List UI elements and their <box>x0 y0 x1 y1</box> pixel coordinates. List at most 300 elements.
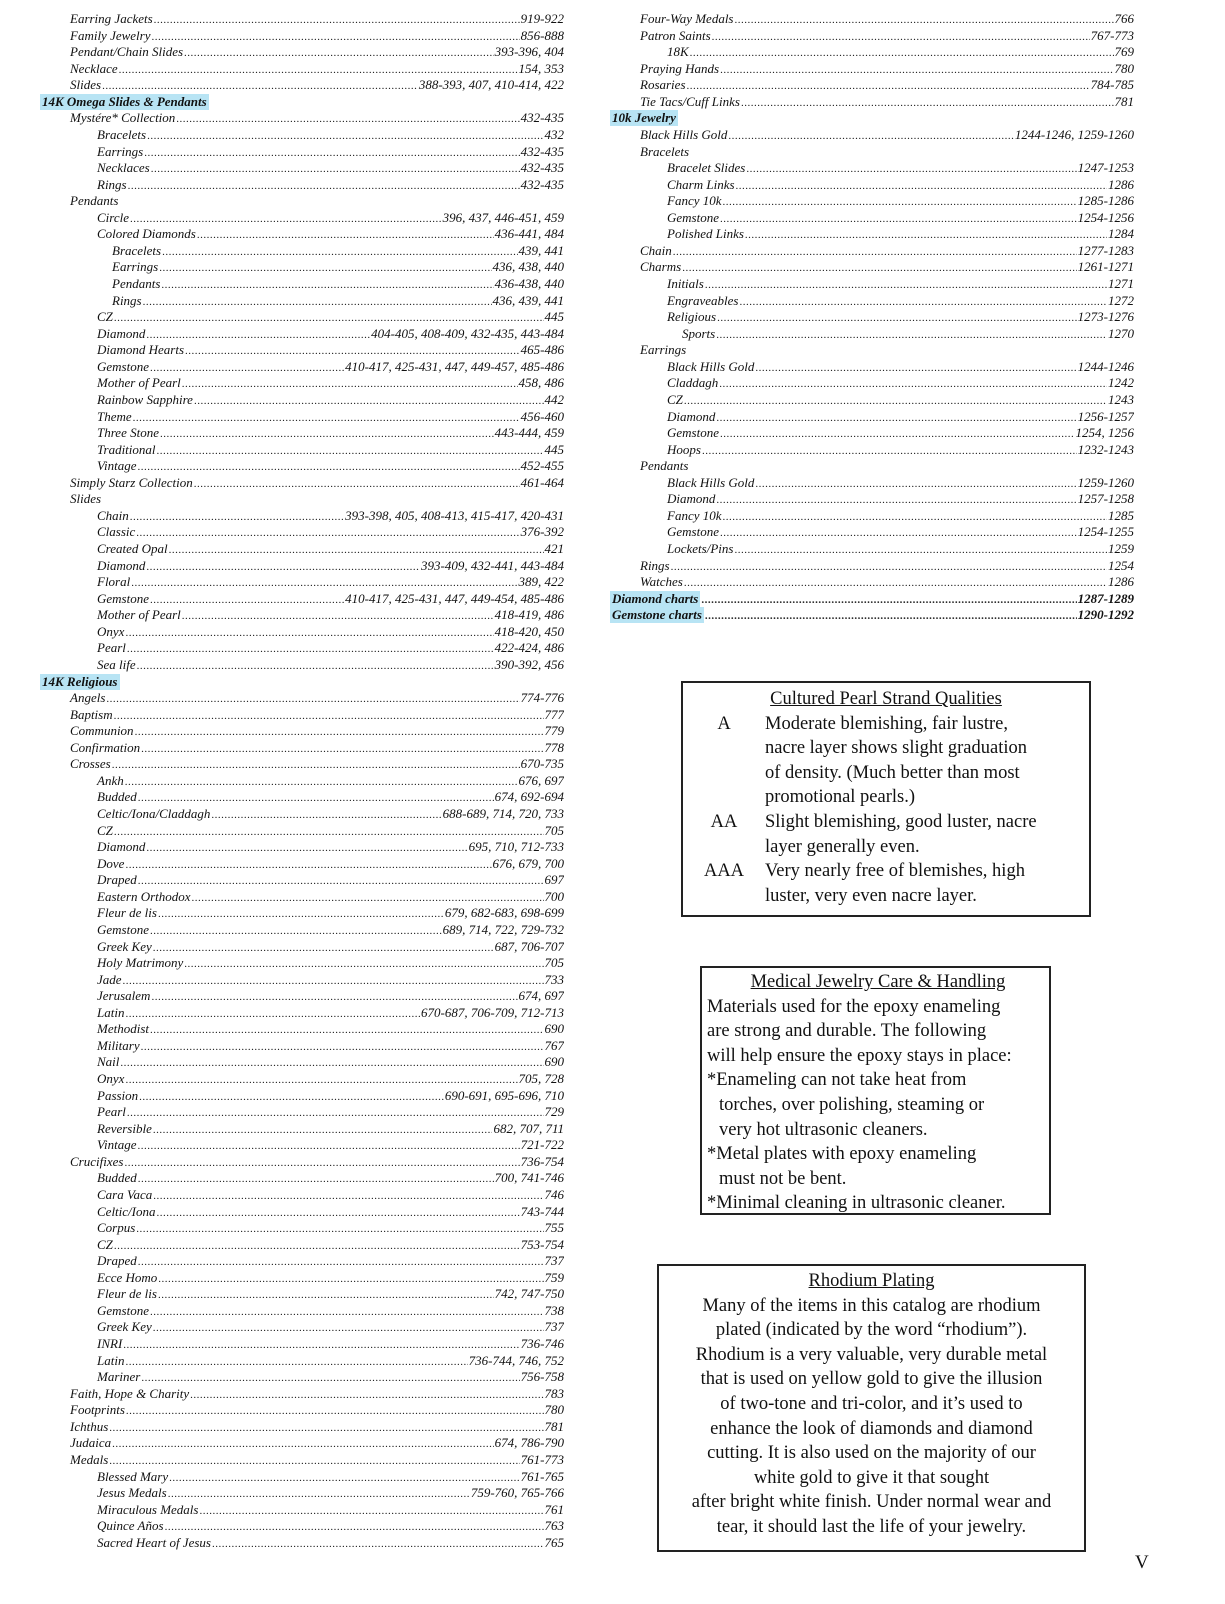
index-entry <box>40 839 564 856</box>
dot-leader <box>716 410 1076 426</box>
index-entry <box>610 11 1134 28</box>
index-entry-pages: 690 <box>544 1021 564 1037</box>
index-entry-label: Rainbow Sapphire <box>97 391 193 407</box>
medical-box-line: *Metal plates with epoxy enameling <box>707 1144 977 1165</box>
index-entry <box>610 210 1134 227</box>
pearl-qualities-box <box>681 681 1091 917</box>
pearl-grade-line: layer generally even. <box>765 836 920 857</box>
index-entry-pages: 769 <box>1114 44 1134 60</box>
dot-leader <box>720 525 1077 541</box>
index-entry-pages: 1254-1256 <box>1077 209 1134 225</box>
index-entry-pages: 766 <box>1114 11 1134 26</box>
index-entry <box>40 1137 564 1154</box>
index-entry-pages: 690-691, 695-696, 710 <box>444 1087 564 1103</box>
dot-leader <box>211 807 441 823</box>
index-entry-label: Earring Jackets <box>70 11 153 26</box>
index-entry-pages: 763 <box>544 1518 564 1534</box>
dot-leader <box>138 790 494 806</box>
index-entry-pages: 705, 728 <box>518 1071 564 1086</box>
index-entry <box>610 193 1134 210</box>
index-entry-pages: 404-405, 408-409, 432-435, 443-484 <box>371 325 564 341</box>
index-entry-label: Chain <box>97 507 129 523</box>
index-entry-label: Sacred Heart of Jesus <box>97 1534 211 1550</box>
dot-leader <box>702 443 1077 459</box>
index-heading <box>610 110 1134 127</box>
index-entry-pages: 432-435 <box>520 160 564 176</box>
index-entry-label: Initials <box>667 276 704 291</box>
pearl-grade-row <box>683 810 1089 859</box>
dot-leader <box>151 989 517 1005</box>
dot-leader <box>168 1486 470 1502</box>
index-column-left <box>40 11 564 1551</box>
index-entry-pages: 670-735 <box>520 756 564 772</box>
index-entry-pages: 1254, 1256 <box>1075 425 1134 441</box>
dot-leader <box>735 12 1114 28</box>
index-entry-pages: 439, 441 <box>518 242 564 258</box>
dot-leader <box>165 1519 544 1535</box>
medical-box-line: Materials used for the epoxy enameling <box>707 996 1001 1017</box>
index-entry <box>610 144 1134 161</box>
index-entry-label: Gemstone <box>667 524 719 540</box>
dot-leader <box>687 78 1090 94</box>
dot-leader <box>716 327 1107 343</box>
index-entry-pages: 705 <box>544 955 564 971</box>
dot-leader <box>739 294 1107 310</box>
pearl-grade-line: promotional pearls.) <box>765 787 916 808</box>
dot-leader <box>138 1171 494 1187</box>
index-entry-label: Necklace <box>70 60 118 76</box>
dot-leader <box>746 161 1076 177</box>
dot-leader <box>146 840 467 856</box>
index-entry <box>40 1502 564 1519</box>
medical-box-body <box>707 995 1049 1216</box>
index-entry-label: Rings <box>112 292 142 308</box>
index-entry-label: Chain <box>640 242 672 258</box>
index-entry-label: Rings <box>640 557 670 573</box>
pearl-grade-line: Slight blemishing, good luster, nacre <box>765 811 1037 832</box>
index-entry <box>610 359 1134 376</box>
index-heading <box>610 607 1134 624</box>
index-entry-pages: 1254 <box>1108 557 1134 573</box>
index-entry <box>40 375 564 392</box>
pearl-grade-row <box>683 712 1089 810</box>
index-entry <box>40 28 564 45</box>
index-entry <box>40 640 564 657</box>
index-entry <box>610 61 1134 78</box>
index-entry-label: Charms <box>640 259 682 275</box>
dot-leader <box>705 277 1107 293</box>
index-entry-label: Theme <box>97 408 132 424</box>
index-entry-label: Angels <box>70 690 106 706</box>
dot-leader <box>690 45 1114 61</box>
dot-leader <box>114 310 544 326</box>
index-entry-label: Black Hills Gold <box>640 126 728 142</box>
index-entry <box>610 259 1134 276</box>
index-entry <box>40 1170 564 1187</box>
dot-leader <box>114 1238 520 1254</box>
dot-leader <box>137 658 494 674</box>
index-entry-pages: 390-392, 456 <box>494 656 564 672</box>
index-entry-label: Three Stone <box>97 425 159 441</box>
dot-leader <box>194 393 544 409</box>
dot-leader <box>150 360 344 376</box>
dot-leader <box>144 145 519 161</box>
index-entry-label: Diamond <box>97 557 146 573</box>
index-heading <box>40 94 564 111</box>
dot-leader <box>109 1420 543 1436</box>
dot-leader <box>125 1072 517 1088</box>
index-entry-pages: 774-776 <box>520 690 564 706</box>
index-entry-label: Miraculous Medals <box>97 1501 199 1517</box>
index-entry-pages: 755 <box>544 1220 564 1236</box>
index-entry-label: Engraveables <box>667 292 739 308</box>
dot-leader <box>120 1055 543 1071</box>
index-entry-pages: 443-444, 459 <box>494 425 564 441</box>
index-entry-label: Draped <box>97 1253 137 1269</box>
index-entry-pages: 729 <box>544 1104 564 1120</box>
index-entry <box>40 1286 564 1303</box>
index-entry <box>610 44 1134 61</box>
pearl-grade-code: A <box>717 713 731 734</box>
index-entry <box>610 226 1134 243</box>
index-entry <box>40 1038 564 1055</box>
medical-box-line: will help ensure the epoxy stays in place: <box>707 1045 1012 1066</box>
index-entry <box>40 1187 564 1204</box>
index-entry <box>40 1071 564 1088</box>
index-entry-label: Confirmation <box>70 739 141 755</box>
index-entry-pages: 432-435 <box>520 110 564 126</box>
index-entry-pages: 436, 438, 440 <box>492 259 564 275</box>
index-entry <box>40 1336 564 1353</box>
index-entry-pages: 721-722 <box>520 1137 564 1153</box>
index-entry <box>40 1204 564 1221</box>
dot-leader <box>158 906 444 922</box>
index-entry-pages: 753-754 <box>520 1236 564 1252</box>
index-entry <box>40 293 564 310</box>
index-entry <box>610 94 1134 111</box>
index-entry <box>610 425 1134 442</box>
dot-leader <box>736 178 1107 194</box>
index-entry-pages: 1259 <box>1108 541 1134 556</box>
index-entry-pages: 743-744 <box>520 1203 564 1219</box>
dot-leader <box>717 310 1077 326</box>
dot-leader <box>745 227 1107 243</box>
dot-leader <box>682 260 1076 276</box>
index-entry-label: CZ <box>97 1236 113 1252</box>
index-entry <box>40 1253 564 1270</box>
index-entry-label: Communion <box>70 723 134 739</box>
index-entry-label: Colored Diamonds <box>97 226 196 242</box>
index-entry <box>610 541 1134 558</box>
index-entry <box>610 276 1134 293</box>
index-entry-label: Slides <box>70 77 102 93</box>
index-entry <box>40 823 564 840</box>
index-entry-label: Fancy 10k <box>667 193 722 209</box>
dot-leader <box>125 774 518 790</box>
index-entry <box>40 624 564 641</box>
index-entry-pages: 670-687, 706-709, 712-713 <box>421 1004 564 1020</box>
index-entry <box>40 541 564 558</box>
dot-leader <box>157 443 544 459</box>
index-entry-pages: 422-424, 486 <box>494 640 564 656</box>
index-entry-label: Ankh <box>97 772 124 788</box>
dot-leader <box>159 260 491 276</box>
dot-leader <box>128 178 520 194</box>
index-entry-pages: 442 <box>544 391 564 407</box>
dot-leader <box>139 1089 444 1105</box>
dot-leader <box>152 29 520 45</box>
dot-leader <box>169 1470 520 1486</box>
index-entry-label: Latin <box>97 1352 125 1368</box>
index-entry <box>40 359 564 376</box>
index-entry-label: Hoops <box>667 441 701 457</box>
index-entry <box>610 28 1134 45</box>
dot-leader <box>182 376 518 392</box>
dot-leader <box>109 1453 519 1469</box>
dot-leader <box>671 559 1107 575</box>
index-entry <box>610 409 1134 426</box>
index-entry-pages: 780 <box>544 1402 564 1418</box>
index-entry <box>40 1237 564 1254</box>
index-entry-pages: 1244-1246 <box>1077 358 1134 374</box>
index-entry <box>40 856 564 873</box>
dot-leader <box>185 343 520 359</box>
index-entry-label: Reversible <box>97 1120 152 1136</box>
index-entry <box>610 458 1134 475</box>
pearl-grade-line: nacre layer shows slight graduation <box>765 738 1028 759</box>
index-entry <box>40 1452 564 1469</box>
index-entry <box>40 939 564 956</box>
dot-leader <box>146 327 370 343</box>
index-entry-label: Traditional <box>97 441 156 457</box>
index-entry-label: Polished Links <box>667 226 744 242</box>
index-entry-pages: 759 <box>544 1269 564 1285</box>
index-entry-pages: 461-464 <box>520 474 564 490</box>
index-entry-pages: 700, 741-746 <box>494 1170 564 1186</box>
rhodium-box-line: after bright white finish. Under normal wear and <box>691 1492 1052 1513</box>
index-entry-pages: 396, 437, 446-451, 459 <box>442 209 564 225</box>
index-entry-label: Sports <box>682 325 716 341</box>
index-entry <box>40 707 564 724</box>
index-entry <box>40 972 564 989</box>
index-entry-label: Diamond Hearts <box>97 342 185 358</box>
pearl-grade-code: AAA <box>703 861 745 882</box>
index-entry-label: Onyx <box>97 623 125 639</box>
index-entry-pages: 783 <box>544 1385 564 1401</box>
index-entry-label: Celtic/Iona <box>97 1203 156 1219</box>
dot-leader <box>130 509 344 525</box>
index-entry <box>40 1469 564 1486</box>
index-entry <box>610 475 1134 492</box>
index-entry-pages: 777 <box>544 706 564 722</box>
index-entry <box>40 872 564 889</box>
dot-leader <box>684 393 1107 409</box>
dot-leader <box>106 691 519 707</box>
index-entry <box>40 11 564 28</box>
index-entry-pages: 697 <box>544 872 564 888</box>
index-entry-pages: 436-441, 484 <box>494 226 564 242</box>
index-entry <box>40 1518 564 1535</box>
index-entry-pages: 445 <box>544 309 564 325</box>
dot-leader <box>131 575 517 591</box>
pearl-box-title: Cultured Pearl Strand Qualities <box>770 689 1002 709</box>
index-entry-label: CZ <box>97 309 113 325</box>
pearl-grade-description <box>765 859 1089 908</box>
index-entry-pages: 1243 <box>1108 391 1134 407</box>
dot-leader <box>716 492 1076 508</box>
index-entry <box>40 491 564 508</box>
pearl-grade-line: Very nearly free of blemishes, high <box>765 861 1025 882</box>
index-entry <box>610 574 1134 591</box>
index-entry <box>40 1088 564 1105</box>
dot-leader <box>712 29 1090 45</box>
index-entry-pages: 1247-1253 <box>1077 160 1134 176</box>
dot-leader <box>723 509 1107 525</box>
index-entry-pages: 781 <box>1114 93 1134 109</box>
dot-leader <box>176 111 519 127</box>
index-entry-pages: 756-758 <box>520 1369 564 1385</box>
medical-jewelry-box <box>700 966 1051 1215</box>
pearl-grade-row <box>683 859 1089 908</box>
dot-leader <box>184 956 543 972</box>
dot-leader <box>720 426 1075 442</box>
index-entry-pages: 389, 422 <box>518 574 564 590</box>
medical-box-line: *Minimal cleaning in ultrasonic cleaner. <box>707 1193 1006 1214</box>
dot-leader <box>720 211 1077 227</box>
index-entry <box>40 144 564 161</box>
dot-leader <box>701 592 1076 608</box>
dot-leader <box>137 459 519 475</box>
index-entry <box>40 657 564 674</box>
dot-leader <box>728 128 1013 144</box>
index-entry <box>40 77 564 94</box>
index-entry-label: Gemstone <box>667 209 719 225</box>
index-entry-label: Blessed Mary <box>97 1468 169 1484</box>
index-entry <box>610 127 1134 144</box>
index-entry-pages: 736-754 <box>520 1153 564 1169</box>
index-entry-label: Gemstone <box>97 1302 149 1318</box>
dot-leader <box>137 1138 519 1154</box>
index-entry-label: Rosaries <box>640 77 686 93</box>
dot-leader <box>755 360 1076 376</box>
index-entry-label: Military <box>97 1037 140 1053</box>
index-entry <box>40 756 564 773</box>
index-entry-label: Pendants <box>70 193 119 209</box>
pearl-grade-code: AA <box>710 811 738 832</box>
index-entry-pages: 388-393, 407, 410-414, 422 <box>418 77 564 93</box>
pearl-grade-line: luster, very even nacre layer. <box>765 885 977 906</box>
index-entry-label: Latin <box>97 1004 125 1020</box>
dot-leader <box>150 592 344 608</box>
index-entry <box>40 1121 564 1138</box>
dot-leader <box>127 641 494 657</box>
index-entry-label: Gemstone <box>97 921 149 937</box>
index-entry-label: Ichthus <box>70 1418 109 1434</box>
dot-leader <box>154 12 520 28</box>
index-entry-label: Budded <box>97 1170 137 1186</box>
index-entry-label: Fleur de lis <box>97 905 157 921</box>
index-entry <box>40 326 564 343</box>
dot-leader <box>146 559 420 575</box>
index-entry-pages: 393-398, 405, 408-413, 415-417, 420-431 <box>345 507 564 523</box>
index-entry-label: Slides <box>70 491 102 507</box>
index-entry-label: Quince Años <box>97 1518 164 1534</box>
index-entry-pages: 780 <box>1114 60 1134 76</box>
index-entry <box>40 243 564 260</box>
index-entry-label: Corpus <box>97 1220 136 1236</box>
dot-leader <box>162 244 517 260</box>
index-entry <box>40 1419 564 1436</box>
index-entry-pages: 761-765 <box>520 1468 564 1484</box>
index-entry-label: Watches <box>640 574 683 590</box>
rhodium-box-line: that is used on yellow gold to give the illusion <box>700 1369 1043 1390</box>
index-entry-label: Bracelets <box>112 242 162 258</box>
dot-leader <box>153 1188 543 1204</box>
dot-leader <box>151 161 520 177</box>
dot-leader <box>684 575 1107 591</box>
index-entry-pages: 1256-1257 <box>1077 408 1134 424</box>
dot-leader <box>127 1105 544 1121</box>
index-entry-pages: 1254-1255 <box>1077 524 1134 540</box>
dot-leader <box>125 1354 467 1370</box>
dot-leader <box>719 376 1107 392</box>
index-entry <box>40 1319 564 1336</box>
index-entry <box>40 1303 564 1320</box>
index-column-right <box>610 11 1134 624</box>
pearl-grades-list <box>683 712 1089 909</box>
index-entry <box>40 1104 564 1121</box>
index-entry-pages: 765 <box>544 1534 564 1550</box>
index-entry-label: Classic <box>97 524 136 540</box>
index-entry-pages: 1270 <box>1108 325 1134 341</box>
index-entry <box>40 1535 564 1552</box>
index-entry-pages: 1285 <box>1108 507 1134 523</box>
index-entry-pages: 445 <box>544 441 564 457</box>
dot-leader <box>158 1271 543 1287</box>
index-entry-pages: 737 <box>544 1319 564 1335</box>
index-entry-label: Claddagh <box>667 375 719 391</box>
index-entry-pages: 1271 <box>1108 276 1134 291</box>
index-entry-label: Diamond <box>667 491 716 507</box>
index-entry-pages: 1259-1260 <box>1077 474 1134 490</box>
index-entry <box>610 491 1134 508</box>
index-entry <box>40 309 564 326</box>
medical-box-line: are strong and durable. The following <box>707 1021 987 1042</box>
index-entry <box>40 1154 564 1171</box>
index-entry-label: Medals <box>70 1451 109 1467</box>
index-entry <box>40 905 564 922</box>
index-entry <box>40 1402 564 1419</box>
index-entry-pages: 1285-1286 <box>1077 193 1134 209</box>
index-entry-label: Jesus Medals <box>97 1485 167 1501</box>
index-entry-label: Earrings <box>640 342 687 358</box>
rhodium-plating-box <box>657 1264 1086 1552</box>
index-entry <box>610 243 1134 260</box>
index-entry <box>40 210 564 227</box>
index-entry <box>610 558 1134 575</box>
index-entry-label: Family Jewelry <box>70 27 151 43</box>
dot-leader <box>119 62 518 78</box>
dot-leader <box>161 277 493 293</box>
index-entry <box>40 409 564 426</box>
index-entry-pages: 700 <box>544 888 564 904</box>
index-entry <box>40 524 564 541</box>
dot-leader <box>720 62 1113 78</box>
medical-box-line: torches, over polishing, steaming or <box>719 1094 985 1115</box>
index-entry-pages: 436-438, 440 <box>494 276 564 291</box>
index-entry <box>40 1485 564 1502</box>
index-entry-label: Created Opal <box>97 541 168 556</box>
